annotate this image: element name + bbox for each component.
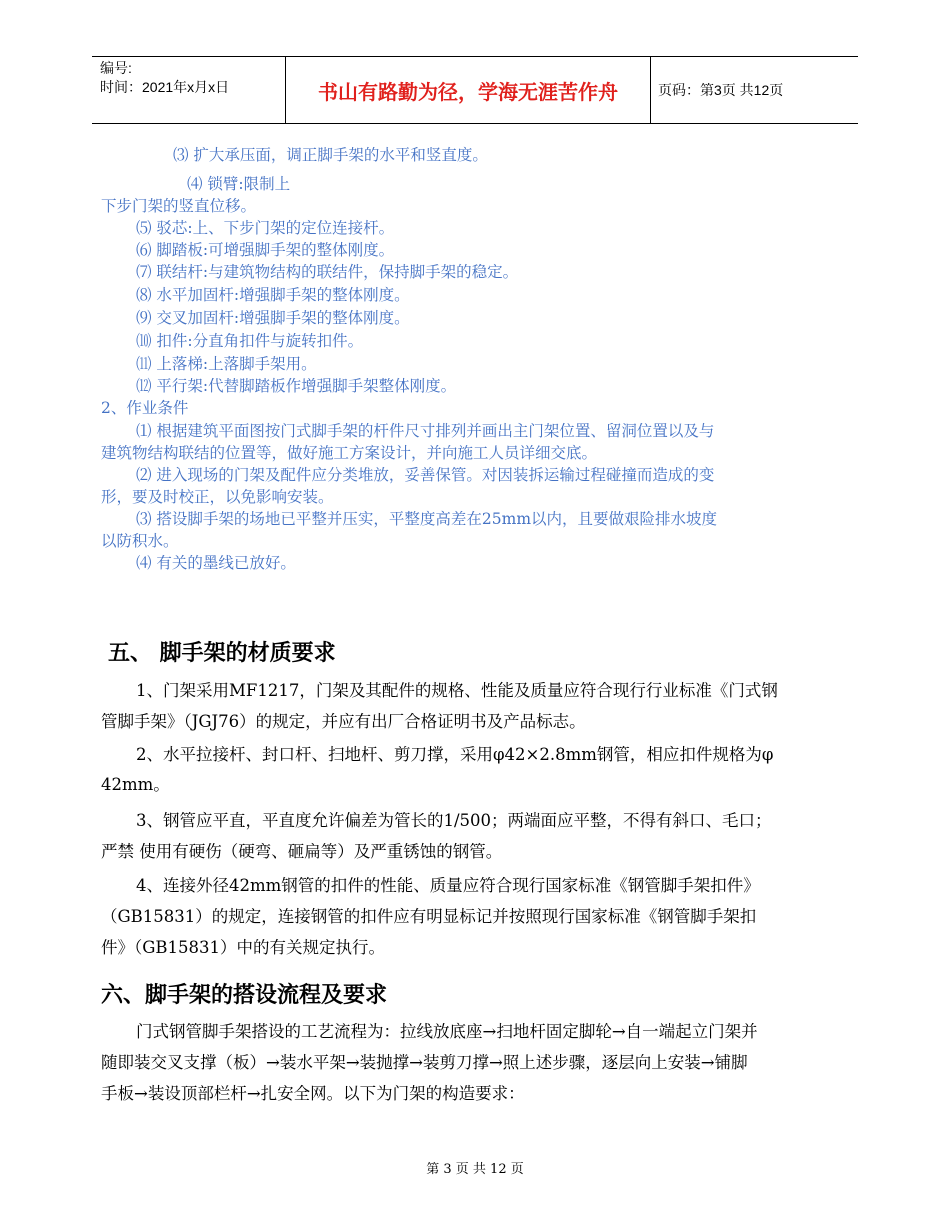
paragraph-line: 件》（GB15831）中的有关规定执行。: [101, 938, 386, 957]
paragraph-line: 3、钢管应平直，平直度允许偏差为管长的1/500；两端面应平整，不得有斜口、毛口；: [136, 811, 772, 830]
header-meta: [100, 59, 285, 97]
subsection-heading: 2、作业条件: [101, 399, 189, 417]
paragraph-line: 严禁 使用有硬伤（硬弯、砸扁等）及严重锈蚀的钢管。: [101, 842, 503, 861]
list-item: 下步门架的竖直位移。: [101, 197, 257, 215]
list-item: ⑺ 联结杆:与建筑物结构的联结件，保持脚手架的稳定。: [136, 263, 519, 281]
list-item: ⑾ 上落梯:上落脚手架用。: [136, 355, 317, 373]
list-item: ⑷ 锁臂:限制上: [187, 175, 291, 193]
list-item: 以防积水。: [101, 532, 179, 550]
header-page-info: 页码：第3页 共12页: [658, 82, 784, 98]
list-item: ⑵ 进入现场的门架及配件应分类堆放，妥善保管。对因装拆运输过程碰撞而造成的变: [136, 466, 715, 484]
serial-label: 编号:: [100, 60, 132, 76]
header-motto: 书山有路勤为径，学海无涯苦作舟: [285, 57, 651, 123]
list-item: ⑶ 搭设脚手架的场地已平整并压实，平整度高差在25mm以内，且要做艰险排水坡度: [136, 510, 718, 528]
time-label: 时间：2021年x月x日: [100, 79, 230, 95]
list-item: 形，要及时校正，以免影响安装。: [101, 488, 334, 506]
section-heading: 五、 脚手架的材质要求: [108, 641, 336, 666]
paragraph-line: （GB15831）的规定，连接钢管的扣件应有明显标记并按照现行国家标准《钢管脚手架扣: [101, 907, 757, 926]
list-item: ⑻ 水平加固杆:增强脚手架的整体刚度。: [136, 286, 410, 304]
list-item: ⑹ 脚踏板:可增强脚手架的整体刚度。: [136, 241, 395, 259]
page-header: [92, 56, 858, 124]
list-item: ⑶ 扩大承压面，调正脚手架的水平和竖直度。: [173, 146, 488, 164]
paragraph-line: 42mm。: [101, 775, 170, 794]
list-item: ⑿ 平行架:代替脚踏板作增强脚手架整体刚度。: [136, 377, 457, 395]
paragraph-line: 4、连接外径42mm钢管的扣件的性能、质量应符合现行国家标准《钢管脚手架扣件》: [136, 876, 760, 895]
list-item: ⑽ 扣件:分直角扣件与旋转扣件。: [136, 332, 364, 350]
section-heading: 六、脚手架的搭设流程及要求: [101, 983, 388, 1008]
paragraph-line: 门式钢管脚手架搭设的工艺流程为：拉线放底座→扫地杆固定脚轮→自一端起立门架并: [136, 1022, 758, 1041]
list-item: ⑴ 根据建筑平面图按门式脚手架的杆件尺寸排列并画出主门架位置、留洞位置以及与: [136, 422, 715, 440]
page-footer: 第 3 页 共 12 页: [426, 1162, 524, 1177]
paragraph-line: 管脚手架》（JGJ76）的规定，并应有出厂合格证明书及产品标志。: [101, 712, 586, 731]
list-item: ⑼ 交叉加固杆:增强脚手架的整体刚度。: [136, 309, 410, 327]
paragraph-line: 随即装交叉支撑（板）→装水平架→装抛撑→装剪刀撑→照上述步骤，逐层向上安装→铺脚: [101, 1053, 748, 1072]
list-item: 建筑物结构联结的位置等，做好施工方案设计，并向施工人员详细交底。: [101, 444, 598, 462]
paragraph-line: 手板→装设顶部栏杆→扎安全网。以下为门架的构造要求：: [101, 1084, 525, 1103]
list-item: ⑷ 有关的墨线已放好。: [136, 554, 296, 572]
list-item: ⑸ 驳芯:上、下步门架的定位连接杆。: [136, 219, 395, 237]
paragraph-line: 1、门架采用MF1217，门架及其配件的规格、性能及质量应符合现行行业标准《门式钢: [136, 681, 778, 700]
paragraph-line: 2、水平拉接杆、封口杆、扫地杆、剪刀撑，采用φ42×2.8mm钢管，相应扣件规格为φ: [136, 745, 774, 764]
